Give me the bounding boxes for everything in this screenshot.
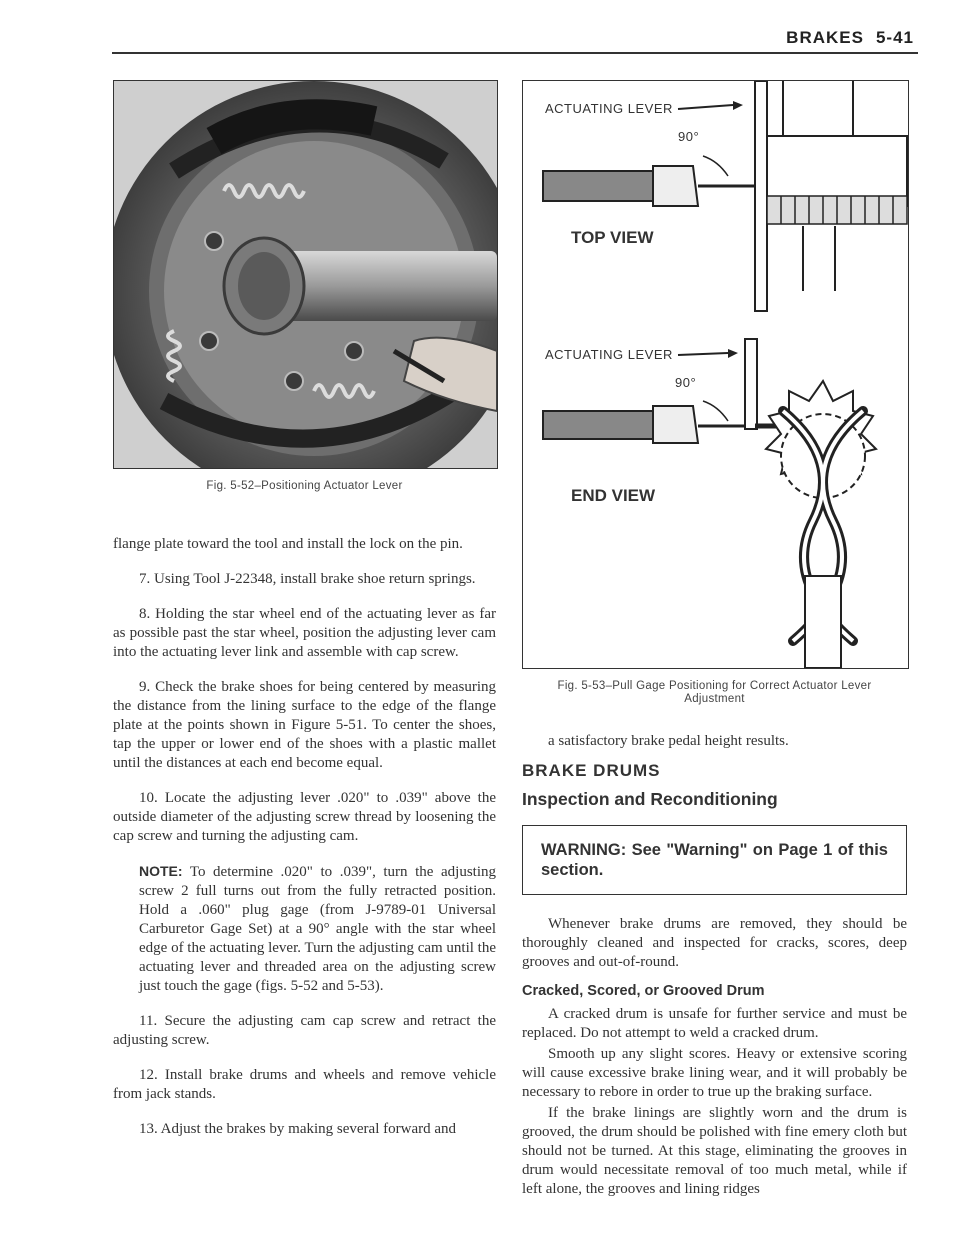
subheading-cracked-drum: Cracked, Scored, or Grooved Drum	[522, 983, 765, 999]
note-block	[113, 862, 496, 996]
figure-5-53-caption-line2: Adjustment	[684, 693, 745, 705]
brake-assembly-photo	[114, 81, 497, 468]
figure-5-53-caption-line1: Fig. 5-53–Pull Gage Positioning for Correct Actuator Lever	[557, 680, 872, 692]
paragraph-continued-right: a satisfactory brake pedal height results.	[548, 733, 789, 749]
section-title: BRAKES	[786, 28, 864, 47]
end-bracket	[805, 576, 841, 668]
running-header	[786, 28, 914, 48]
top-actuating-lever-label: ACTUATING LEVER	[545, 101, 673, 116]
left-column	[113, 535, 496, 1155]
top-angle-label: 90°	[678, 129, 700, 144]
step-8: 8. Holding the star wheel end of the actuating lever as far as possible past the star wheel, position the adjusting lever cam into the actuating lever link and assemble with cap screw.	[113, 606, 496, 660]
top-star-wheel	[767, 196, 907, 224]
step-12: 12. Install brake drums and wheels and remove vehicle from jack stands.	[113, 1067, 496, 1102]
header-rule	[112, 52, 918, 54]
paragraph-scores: Smooth up any slight scores. Heavy or extensive scoring will cause excessive brake lining wear, and it will probably be necessary to rebore in order to true up the braking surface.	[522, 1046, 907, 1100]
figure-5-52-photo	[113, 80, 498, 469]
end-actuating-lever	[745, 339, 757, 429]
step-7: 7. Using Tool J-22348, install brake shoe return springs.	[139, 571, 476, 587]
figure-5-53-diagram	[522, 80, 909, 669]
actuator-lever-diagram	[523, 81, 908, 668]
warning-box: WARNING: See "Warning" on Page 1 of this section.	[522, 825, 907, 895]
step-11: 11. Secure the adjusting cam cap screw and retract the adjusting screw.	[113, 1013, 496, 1048]
paragraph-cracked: A cracked drum is unsafe for further service and must be replaced. Do not attempt to weld a cracked drum.	[522, 1006, 907, 1041]
top-actuating-lever	[755, 81, 767, 311]
note-text: To determine .020" to .039", turn the adjusting screw 2 full turns out from the fully retracted position. Hold a .060" plug gage (from J-9789-01 Universal Carburetor Gage Set) at a 90° angle with the star wheel edge of the actuating lever. Turn the adjusting cam until the actuating lever and threaded area on the adjusting screw just touch the gage (figs. 5-52 and 5-53).	[139, 864, 497, 994]
top-view-label: TOP VIEW	[571, 228, 654, 247]
top-gage-handle	[543, 171, 653, 201]
paragraph-grooved: If the brake linings are slightly worn and the drum is grooved, the drum should be polished with fine emery cloth but should not be turned. At this stage, eliminating the grooves in drum would necessitate removal of too much metal, while if left alone, the grooves and lining ridges	[522, 1105, 907, 1197]
note-label: NOTE:	[139, 863, 183, 879]
end-angle-label: 90°	[675, 375, 697, 390]
step-13: 13. Adjust the brakes by making several forward and	[139, 1121, 456, 1137]
end-view-label: END VIEW	[571, 486, 656, 505]
end-gage-handle	[543, 411, 653, 439]
page-number: 5-41	[875, 28, 914, 47]
section-heading-brake-drums: BRAKE DRUMS	[522, 761, 661, 780]
paragraph-inspection: Whenever brake drums are removed, they should be thoroughly cleaned and inspected for cracks, scores, deep grooves and out-of-round.	[522, 916, 907, 970]
right-column	[522, 732, 907, 1199]
figure-5-53-caption	[522, 680, 907, 706]
step-10: 10. Locate the adjusting lever .020" to .039" above the outside diameter of the adjusting screw thread by loosening the cap screw and turning the adjusting cam.	[113, 790, 496, 844]
section-heading-inspection: Inspection and Reconditioning	[522, 789, 778, 809]
end-actuating-lever-label: ACTUATING LEVER	[545, 347, 673, 362]
step-9: 9. Check the brake shoes for being centered by measuring the distance from the lining surface to the edge of the flange plate at the points shown in Figure 5-51. To center the shoes, tap the upper or lower end of the shoes with a plastic mallet until the distances at each end become equal.	[113, 679, 496, 771]
paragraph-continued: flange plate toward the tool and install the lock on the pin.	[113, 536, 463, 552]
figure-5-52-caption: Fig. 5-52–Positioning Actuator Lever	[206, 480, 403, 492]
